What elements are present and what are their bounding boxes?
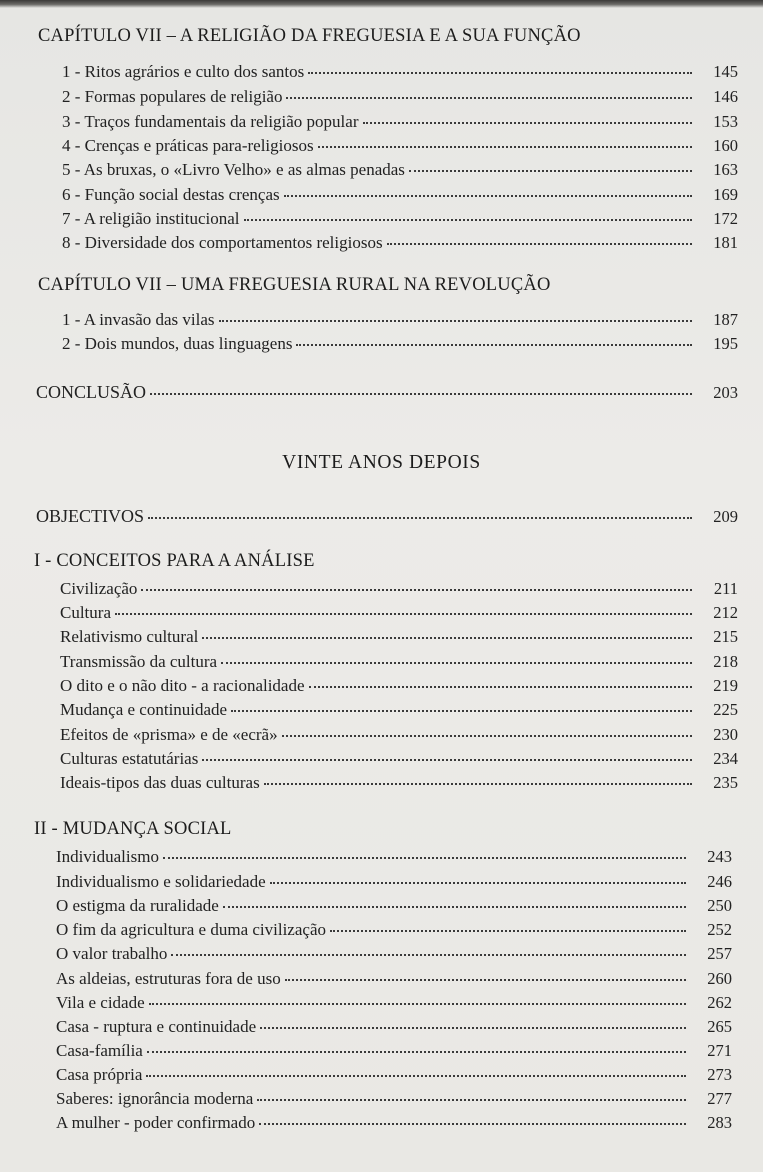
toc-entry[interactable] (56, 1017, 732, 1041)
leader-dots (318, 146, 692, 148)
toc-entry-label: O dito e o não dito - a racionalidade (60, 676, 305, 695)
toc-entry[interactable] (62, 87, 738, 111)
toc-entry[interactable] (62, 209, 738, 233)
toc-entry-page: 252 (707, 920, 732, 939)
toc-entry-label: O valor trabalho (56, 944, 168, 963)
toc-entry-label: O fim da agricultura e duma civilização (56, 920, 326, 939)
toc-entry-label: OBJECTIVOS (36, 506, 145, 526)
toc-entry-label: Efeitos de «prisma» e de «ecrã» (60, 725, 278, 744)
chapter-heading-revolucao: CAPÍTULO VII – UMA FREGUESIA RURAL NA REVOLUÇÃO (38, 275, 551, 295)
leader-dots (270, 882, 686, 884)
leader-dots (409, 170, 692, 172)
toc-entry[interactable] (62, 62, 738, 86)
toc-entry[interactable] (60, 603, 738, 627)
leader-dots (147, 1051, 686, 1053)
toc-entry-label: As aldeias, estruturas fora de uso (56, 969, 281, 988)
toc-entry[interactable] (60, 652, 738, 676)
toc-entry-page: 234 (713, 749, 738, 768)
leader-dots (148, 517, 692, 519)
toc-entry-page: 257 (707, 944, 732, 963)
leader-dots (286, 97, 692, 99)
leader-dots (296, 344, 692, 346)
toc-entry[interactable] (62, 334, 738, 358)
toc-entry[interactable] (56, 872, 732, 896)
toc-entry-page: 230 (713, 725, 738, 744)
toc-entry[interactable] (60, 725, 738, 749)
toc-entry[interactable] (56, 1065, 732, 1089)
toc-entry-label: Individualismo e solidariedade (56, 872, 266, 891)
toc-entry[interactable] (56, 896, 732, 920)
toc-entry[interactable] (60, 676, 738, 700)
leader-dots (330, 930, 686, 932)
chapter-heading-religiao: CAPÍTULO VII – A RELIGIÃO DA FREGUESIA E A SUA FUNÇÃO (38, 26, 581, 46)
toc-entry[interactable] (62, 310, 738, 334)
toc-entry-page: 271 (707, 1041, 732, 1060)
toc-entry-label: Casa própria (56, 1065, 143, 1084)
leader-dots (171, 954, 686, 956)
toc-entry[interactable] (62, 160, 738, 184)
toc-entry-page: 243 (707, 847, 732, 866)
toc-entry-page: 153 (713, 112, 738, 131)
leader-dots (219, 320, 692, 322)
leader-dots (149, 1003, 686, 1005)
leader-dots (308, 72, 692, 74)
leader-dots (284, 195, 692, 197)
toc-entry-label: Casa-família (56, 1041, 143, 1060)
leader-dots (259, 1123, 686, 1125)
toc-entry-label: 1 - A invasão das vilas (62, 310, 215, 329)
toc-entry-label: Transmissão da cultura (60, 652, 218, 671)
toc-entry-page: 277 (707, 1089, 732, 1108)
page-top-edge-shadow (0, 0, 763, 8)
toc-entry-page: 225 (713, 700, 738, 719)
toc-entry-page: 187 (713, 310, 738, 329)
leader-dots (221, 662, 692, 664)
toc-entry[interactable] (60, 627, 738, 651)
toc-entry-page: 246 (707, 872, 732, 891)
toc-entry-page: 211 (713, 579, 738, 598)
toc-entry-page: 145 (713, 62, 738, 81)
toc-entry[interactable] (62, 112, 738, 136)
leader-dots (387, 243, 692, 245)
toc-entry[interactable] (60, 579, 738, 603)
toc-entry[interactable] (62, 233, 738, 257)
toc-entry-label: Saberes: ignorância moderna (56, 1089, 254, 1108)
toc-entry[interactable] (56, 969, 732, 993)
toc-entry-page: 163 (713, 160, 738, 179)
toc-entry-label: Civilização (60, 579, 138, 598)
leader-dots (363, 122, 693, 124)
toc-entry-label: O estigma da ruralidade (56, 896, 219, 915)
toc-entry-label: A mulher - poder confirmado (56, 1113, 256, 1132)
leader-dots (264, 783, 692, 785)
part-title: VINTE ANOS DEPOIS (282, 452, 481, 473)
toc-entry-page: 146 (713, 87, 738, 106)
toc-entry-label: Cultura (60, 603, 111, 622)
toc-entry-label: 2 - Dois mundos, duas linguagens (62, 334, 293, 353)
leader-dots (309, 686, 692, 688)
leader-dots (244, 219, 692, 221)
toc-entry[interactable] (56, 1089, 732, 1113)
toc-entry-page: 262 (707, 993, 732, 1012)
toc-entry-page: 172 (713, 209, 738, 228)
leader-dots (146, 1075, 686, 1077)
toc-entry-label: Individualismo (56, 847, 159, 866)
leader-dots (257, 1099, 686, 1101)
toc-entry-page: 235 (713, 773, 738, 792)
toc-entry-label: Ideais-tipos das duas culturas (60, 773, 260, 792)
toc-entry[interactable] (56, 993, 732, 1017)
section-heading-mudanca-social: II - MUDANÇA SOCIAL (34, 819, 232, 839)
leader-dots (202, 759, 692, 761)
leader-dots (115, 613, 692, 615)
toc-entry[interactable] (60, 700, 738, 724)
toc-entry-label: CONCLUSÃO (36, 382, 147, 402)
toc-entry[interactable] (62, 136, 738, 160)
section-heading-conceitos: I - CONCEITOS PARA A ANÁLISE (34, 551, 315, 571)
toc-entry[interactable] (56, 944, 732, 968)
toc-entry-label: Culturas estatutárias (60, 749, 199, 768)
toc-entry-page: 219 (713, 676, 738, 695)
toc-entry-label: Relativismo cultural (60, 627, 199, 646)
toc-entry-conclusao[interactable] (36, 382, 738, 406)
toc-entry-page: 250 (707, 896, 732, 915)
toc-entry[interactable] (56, 847, 732, 871)
toc-entry-page: 160 (713, 136, 738, 155)
toc-entry-label: 8 - Diversidade dos comportamentos religiosos (62, 233, 383, 252)
toc-entry-label: 1 - Ritos agrários e culto dos santos (62, 62, 305, 81)
leader-dots (141, 589, 692, 591)
toc-entry-page: 181 (713, 233, 738, 252)
toc-entry[interactable] (56, 1041, 732, 1065)
toc-entry-label: 7 - A religião institucional (62, 209, 240, 228)
toc-entry-label: Vila e cidade (56, 993, 145, 1012)
toc-entry-page: 215 (713, 627, 738, 646)
toc-entry-label: 6 - Função social destas crenças (62, 185, 280, 204)
toc-entry-page: 195 (713, 334, 738, 353)
toc-entry-label: Casa - ruptura e continuidade (56, 1017, 257, 1036)
leader-dots (285, 979, 686, 981)
toc-entry-page: 212 (713, 603, 738, 622)
toc-entry-page: 265 (707, 1017, 732, 1036)
toc-entry[interactable] (60, 773, 738, 797)
toc-entry-page: 273 (707, 1065, 732, 1084)
toc-entry-objectivos[interactable] (36, 506, 738, 530)
toc-entry-page: 169 (713, 185, 738, 204)
toc-entry[interactable] (60, 749, 738, 773)
leader-dots (260, 1027, 686, 1029)
leader-dots (231, 710, 692, 712)
toc-entry-page: 203 (713, 383, 738, 402)
toc-entry-page: 218 (713, 652, 738, 671)
toc-entry-page: 283 (707, 1113, 732, 1132)
leader-dots (150, 393, 692, 395)
leader-dots (163, 857, 686, 859)
toc-entry-label: 2 - Formas populares de religião (62, 87, 283, 106)
toc-entry-label: 4 - Crenças e práticas para-religiosos (62, 136, 314, 155)
toc-entry-label: Mudança e continuidade (60, 700, 228, 719)
leader-dots (202, 637, 692, 639)
toc-entry-label: 5 - As bruxas, o «Livro Velho» e as almas penadas (62, 160, 405, 179)
toc-entry-page: 209 (713, 507, 738, 526)
toc-entry-page: 260 (707, 969, 732, 988)
leader-dots (282, 735, 692, 737)
toc-entry[interactable] (56, 1113, 732, 1137)
toc-entry[interactable] (62, 185, 738, 209)
toc-entry-label: 3 - Traços fundamentais da religião popular (62, 112, 359, 131)
toc-entry[interactable] (56, 920, 732, 944)
leader-dots (223, 906, 686, 908)
